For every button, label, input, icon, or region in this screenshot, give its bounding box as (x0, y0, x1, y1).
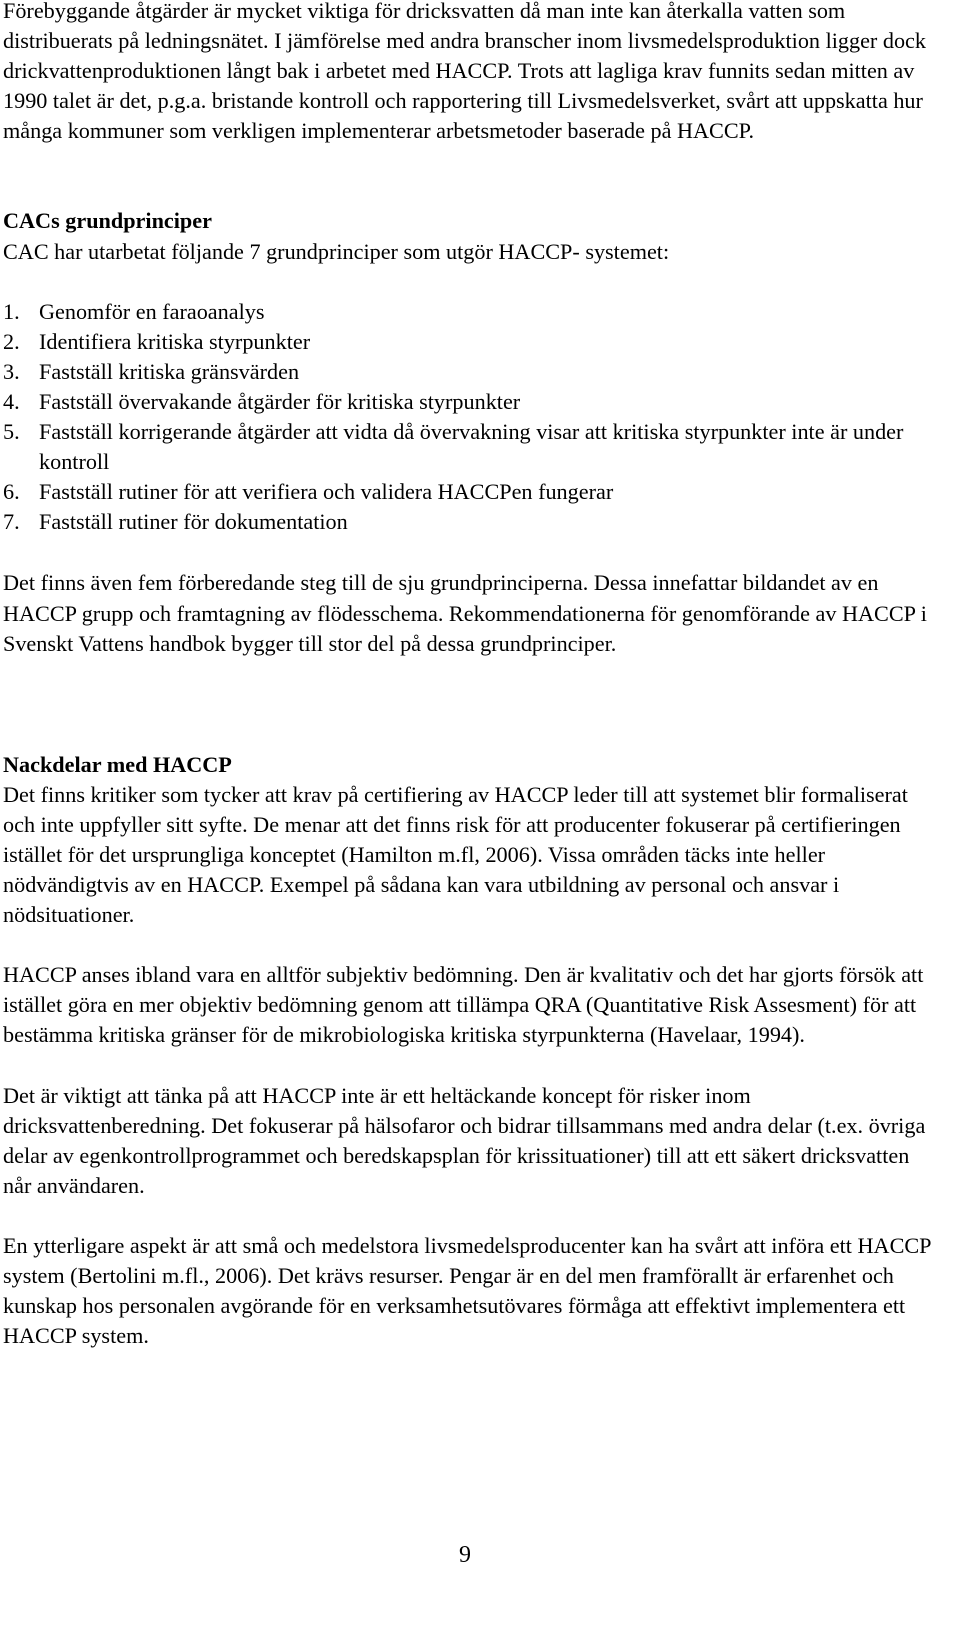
list-item-text: Fastställ korrigerande åtgärder att vidta då övervakning visar att kritiska styrpunkter inte är under kontroll (39, 419, 904, 475)
list-item (3, 357, 933, 387)
cac-principles-heading: CACs grundprinciper (3, 208, 212, 234)
drawbacks-paragraph-resources: En ytterligare aspekt är att små och medelstora livsmedelsproducenter kan ha svårt att införa ett HACCP system (Bertolini m.fl., 2006). Det krävs resurser. Pengar är en del men framförallt är erfarenhet och kunskap hos personalen avgörande för en verksamhetsutövares förmåga att effektivt implementera ett HACCP system. (3, 1232, 931, 1349)
list-item (3, 477, 933, 507)
list-item-text: Fastställ övervakande åtgärder för kritiska styrpunkter (39, 388, 521, 414)
list-item-text: Identifiera kritiska styrpunkter (39, 328, 311, 354)
cac-lead-paragraph: CAC har utarbetat följande 7 grundprinciper som utgör HACCP- systemet: (3, 238, 670, 264)
list-item-number: 7. (3, 509, 20, 535)
list-item (3, 327, 933, 357)
list-item (3, 387, 933, 417)
intro-paragraph: Förebyggande åtgärder är mycket viktiga för dricksvatten då man inte kan återkalla vatten som distribuerats på ledningsnätet. I jämförelse med andra branscher inom livsmedelsproduktion ligger dock drickvattenproduktionen långt bak i arbetet med HACCP. Trots att lagliga krav funnits sedan mitten av 1990 talet är det, p.g.a. bristande kontroll och rapportering till Livsmedelsverket, svårt att uppskatta hur många kommuner som verkligen implementerar arbetsmetoder baserade på HACCP. (3, 0, 926, 144)
list-item (3, 507, 933, 537)
drawbacks-heading: Nackdelar med HACCP (3, 751, 232, 777)
page-number: 9 (459, 1542, 471, 1568)
list-item-number: 3. (3, 358, 20, 384)
list-item-text: Fastställ kritiska gränsvärden (39, 358, 300, 384)
drawbacks-paragraph-scope: Det är viktigt att tänka på att HACCP inte är ett heltäckande koncept för risker inom dricksvattenberedning. Det fokuserar på hälsofaror och bidrar tillsammans med andra delar (t.ex. övriga delar av egenkontrollprogrammet och beredskapsplan för krissituationer) till att ett säkert dricksvatten når användaren. (3, 1082, 926, 1198)
principles-list (3, 297, 933, 538)
list-item (3, 297, 933, 327)
document-page (3, 0, 933, 1351)
list-item-number: 1. (3, 298, 20, 324)
list-item (3, 417, 933, 477)
list-item-number: 5. (3, 419, 20, 445)
list-item-number: 4. (3, 388, 20, 414)
list-item-text: Fastställ rutiner för att verifiera och validera HACCPen fungerar (39, 479, 614, 505)
preparatory-steps-paragraph: Det finns även fem förberedande steg till de sju grundprinciperna. Dessa innefattar bildandet av en HACCP grupp och framtagning av flödesschema. Rekommendationerna för genomförande av HACCP i Svenskt Vattens handbok bygger till stor del på dessa grundprinciper. (3, 570, 927, 656)
drawbacks-paragraph-subjective: HACCP anses ibland vara en alltför subjektiv bedömning. Den är kvalitativ och det har gjorts försök att istället göra en mer objektiv bedömning genom att tillämpa QRA (Quantitative Risk Assesment) för att bestämma kritiska gränser för de mikrobiologiska kritiska styrpunkterna (Havelaar, 1994). (3, 962, 924, 1048)
list-item-number: 6. (3, 479, 20, 505)
list-item-text: Genomför en faraoanalys (39, 298, 265, 324)
list-item-number: 2. (3, 328, 20, 354)
drawbacks-paragraph-certification: Det finns kritiker som tycker att krav på certifiering av HACCP leder till att systemet blir formaliserat och inte uppfyller sitt syfte. De menar att det finns risk för att producenter fokuserar på certifieringen istället för det ursprungliga konceptet (Hamilton m.fl, 2006). Vissa områden täcks inte heller nödvändigtvis av en HACCP. Exempel på sådana kan vara utbildning av personal och ansvar i nödsituationer. (3, 781, 908, 928)
list-item-text: Fastställ rutiner för dokumentation (39, 509, 348, 535)
